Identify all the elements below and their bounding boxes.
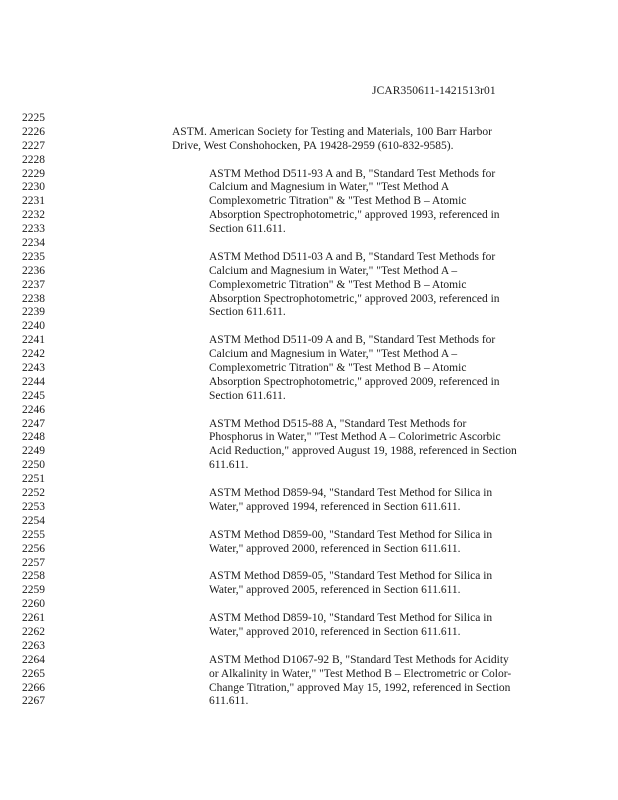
line-text: ASTM Method D859-94, "Standard Test Method for Silica in	[209, 487, 493, 500]
line-number: 2238	[22, 292, 45, 305]
document-line	[0, 223, 618, 237]
line-text: Acid Reduction," approved August 19, 1988, referenced in Section	[209, 445, 517, 458]
line-text: Section 611.611.	[209, 306, 286, 319]
document-line	[0, 168, 618, 182]
document-line	[0, 404, 618, 418]
line-text: Section 611.611.	[209, 389, 286, 402]
line-number: 2265	[22, 667, 45, 680]
document-line	[0, 140, 618, 154]
line-text: Complexometric Titration" & "Test Method B – Atomic	[209, 362, 467, 375]
document-line	[0, 362, 618, 376]
line-number: 2258	[22, 570, 45, 583]
line-text: ASTM. American Society for Testing and Materials, 100 Barr Harbor	[172, 125, 492, 138]
line-number: 2235	[22, 250, 45, 263]
document-line	[0, 293, 618, 307]
document-line	[0, 640, 618, 654]
line-text: Phosphorus in Water," "Test Method A – Colorimetric Ascorbic	[209, 431, 501, 444]
document-line	[0, 668, 618, 682]
line-number: 2242	[22, 348, 45, 361]
line-number: 2232	[22, 209, 45, 222]
line-text: Change Titration," approved May 15, 1992, referenced in Section	[209, 681, 511, 694]
line-number: 2240	[22, 320, 45, 333]
line-number: 2254	[22, 514, 45, 527]
line-number: 2263	[22, 639, 45, 652]
line-number: 2241	[22, 334, 45, 347]
document-line	[0, 348, 618, 362]
document-line	[0, 320, 618, 334]
line-number: 2255	[22, 528, 45, 541]
document-line	[0, 515, 618, 529]
line-text: Calcium and Magnesium in Water," "Test Method A –	[209, 348, 458, 361]
document-line	[0, 598, 618, 612]
document-line	[0, 445, 618, 459]
document-line	[0, 626, 618, 640]
document-line	[0, 334, 618, 348]
document-line	[0, 265, 618, 279]
line-text: or Alkalinity in Water," "Test Method B – Electrometric or Color-	[209, 667, 512, 680]
line-number: 2248	[22, 431, 45, 444]
line-number: 2239	[22, 306, 45, 319]
line-number: 2260	[22, 598, 45, 611]
document-line	[0, 570, 618, 584]
document-line	[0, 251, 618, 265]
line-number: 2250	[22, 459, 45, 472]
line-text: ASTM Method D511-09 A and B, "Standard Test Methods for	[209, 334, 496, 347]
document-line	[0, 612, 618, 626]
line-number: 2257	[22, 556, 45, 569]
document-line	[0, 112, 618, 126]
line-text: Drive, West Conshohocken, PA 19428-2959 (610-832-9585).	[172, 139, 454, 152]
line-number: 2230	[22, 181, 45, 194]
document-line	[0, 543, 618, 557]
document-id: JCAR350611-1421513r01	[372, 85, 496, 97]
document-line	[0, 529, 618, 543]
line-text: Water," approved 2005, referenced in Section 611.611.	[209, 584, 461, 597]
document-line	[0, 431, 618, 445]
document-line	[0, 654, 618, 668]
line-text: Calcium and Magnesium in Water," "Test Method A	[209, 181, 450, 194]
document-line	[0, 195, 618, 209]
line-number: 2266	[22, 681, 45, 694]
document-line	[0, 237, 618, 251]
line-text: Water," approved 2010, referenced in Section 611.611.	[209, 625, 461, 638]
document-line	[0, 501, 618, 515]
document-line	[0, 181, 618, 195]
document-line	[0, 306, 618, 320]
line-text: Section 611.611.	[209, 223, 286, 236]
line-number: 2236	[22, 264, 45, 277]
line-number: 2227	[22, 139, 45, 152]
line-text: ASTM Method D859-05, "Standard Test Method for Silica in	[209, 570, 493, 583]
document-line	[0, 279, 618, 293]
line-text: Complexometric Titration" & "Test Method B – Atomic	[209, 195, 467, 208]
line-number: 2267	[22, 695, 45, 708]
line-text: ASTM Method D859-00, "Standard Test Method for Silica in	[209, 528, 493, 541]
line-number: 2244	[22, 375, 45, 388]
line-number: 2246	[22, 403, 45, 416]
line-text: 611.611.	[209, 695, 249, 708]
line-number: 2256	[22, 542, 45, 555]
line-text: ASTM Method D515-88 A, "Standard Test Methods for	[209, 417, 467, 430]
line-text: Absorption Spectrophotometric," approved 2003, referenced in	[209, 292, 500, 305]
line-number: 2226	[22, 125, 45, 138]
line-text: Water," approved 1994, referenced in Section 611.611.	[209, 500, 461, 513]
document-line	[0, 682, 618, 696]
line-number: 2243	[22, 362, 45, 375]
line-number: 2228	[22, 153, 45, 166]
line-number: 2233	[22, 223, 45, 236]
line-number: 2245	[22, 389, 45, 402]
line-number: 2237	[22, 278, 45, 291]
document-line	[0, 209, 618, 223]
line-text: Absorption Spectrophotometric," approved 2009, referenced in	[209, 375, 500, 388]
numbered-text-body	[0, 112, 618, 709]
document-line	[0, 376, 618, 390]
line-text: ASTM Method D511-93 A and B, "Standard Test Methods for	[209, 167, 496, 180]
line-text: Water," approved 2000, referenced in Section 611.611.	[209, 542, 461, 555]
line-text: Absorption Spectrophotometric," approved 1993, referenced in	[209, 209, 500, 222]
line-number: 2229	[22, 167, 45, 180]
line-number: 2225	[22, 112, 45, 124]
line-number: 2234	[22, 237, 45, 250]
line-number: 2259	[22, 584, 45, 597]
line-text: Calcium and Magnesium in Water," "Test Method A –	[209, 264, 458, 277]
line-number: 2253	[22, 500, 45, 513]
line-text: 611.611.	[209, 459, 249, 472]
document-line	[0, 487, 618, 501]
line-number: 2252	[22, 487, 45, 500]
line-text: ASTM Method D511-03 A and B, "Standard Test Methods for	[209, 250, 496, 263]
line-number: 2251	[22, 473, 45, 486]
document-line	[0, 459, 618, 473]
document-line	[0, 584, 618, 598]
line-number: 2262	[22, 625, 45, 638]
line-number: 2247	[22, 417, 45, 430]
line-text: Complexometric Titration" & "Test Method B – Atomic	[209, 278, 467, 291]
document-line	[0, 418, 618, 432]
line-text: ASTM Method D859-10, "Standard Test Method for Silica in	[209, 612, 493, 625]
line-text: ASTM Method D1067-92 B, "Standard Test Methods for Acidity	[209, 653, 509, 666]
document-line	[0, 154, 618, 168]
document-line	[0, 126, 618, 140]
line-number: 2249	[22, 445, 45, 458]
document-line	[0, 390, 618, 404]
line-number: 2261	[22, 612, 45, 625]
document-line	[0, 557, 618, 571]
document-line	[0, 473, 618, 487]
line-number: 2264	[22, 653, 45, 666]
document-line	[0, 695, 618, 709]
line-number: 2231	[22, 195, 45, 208]
